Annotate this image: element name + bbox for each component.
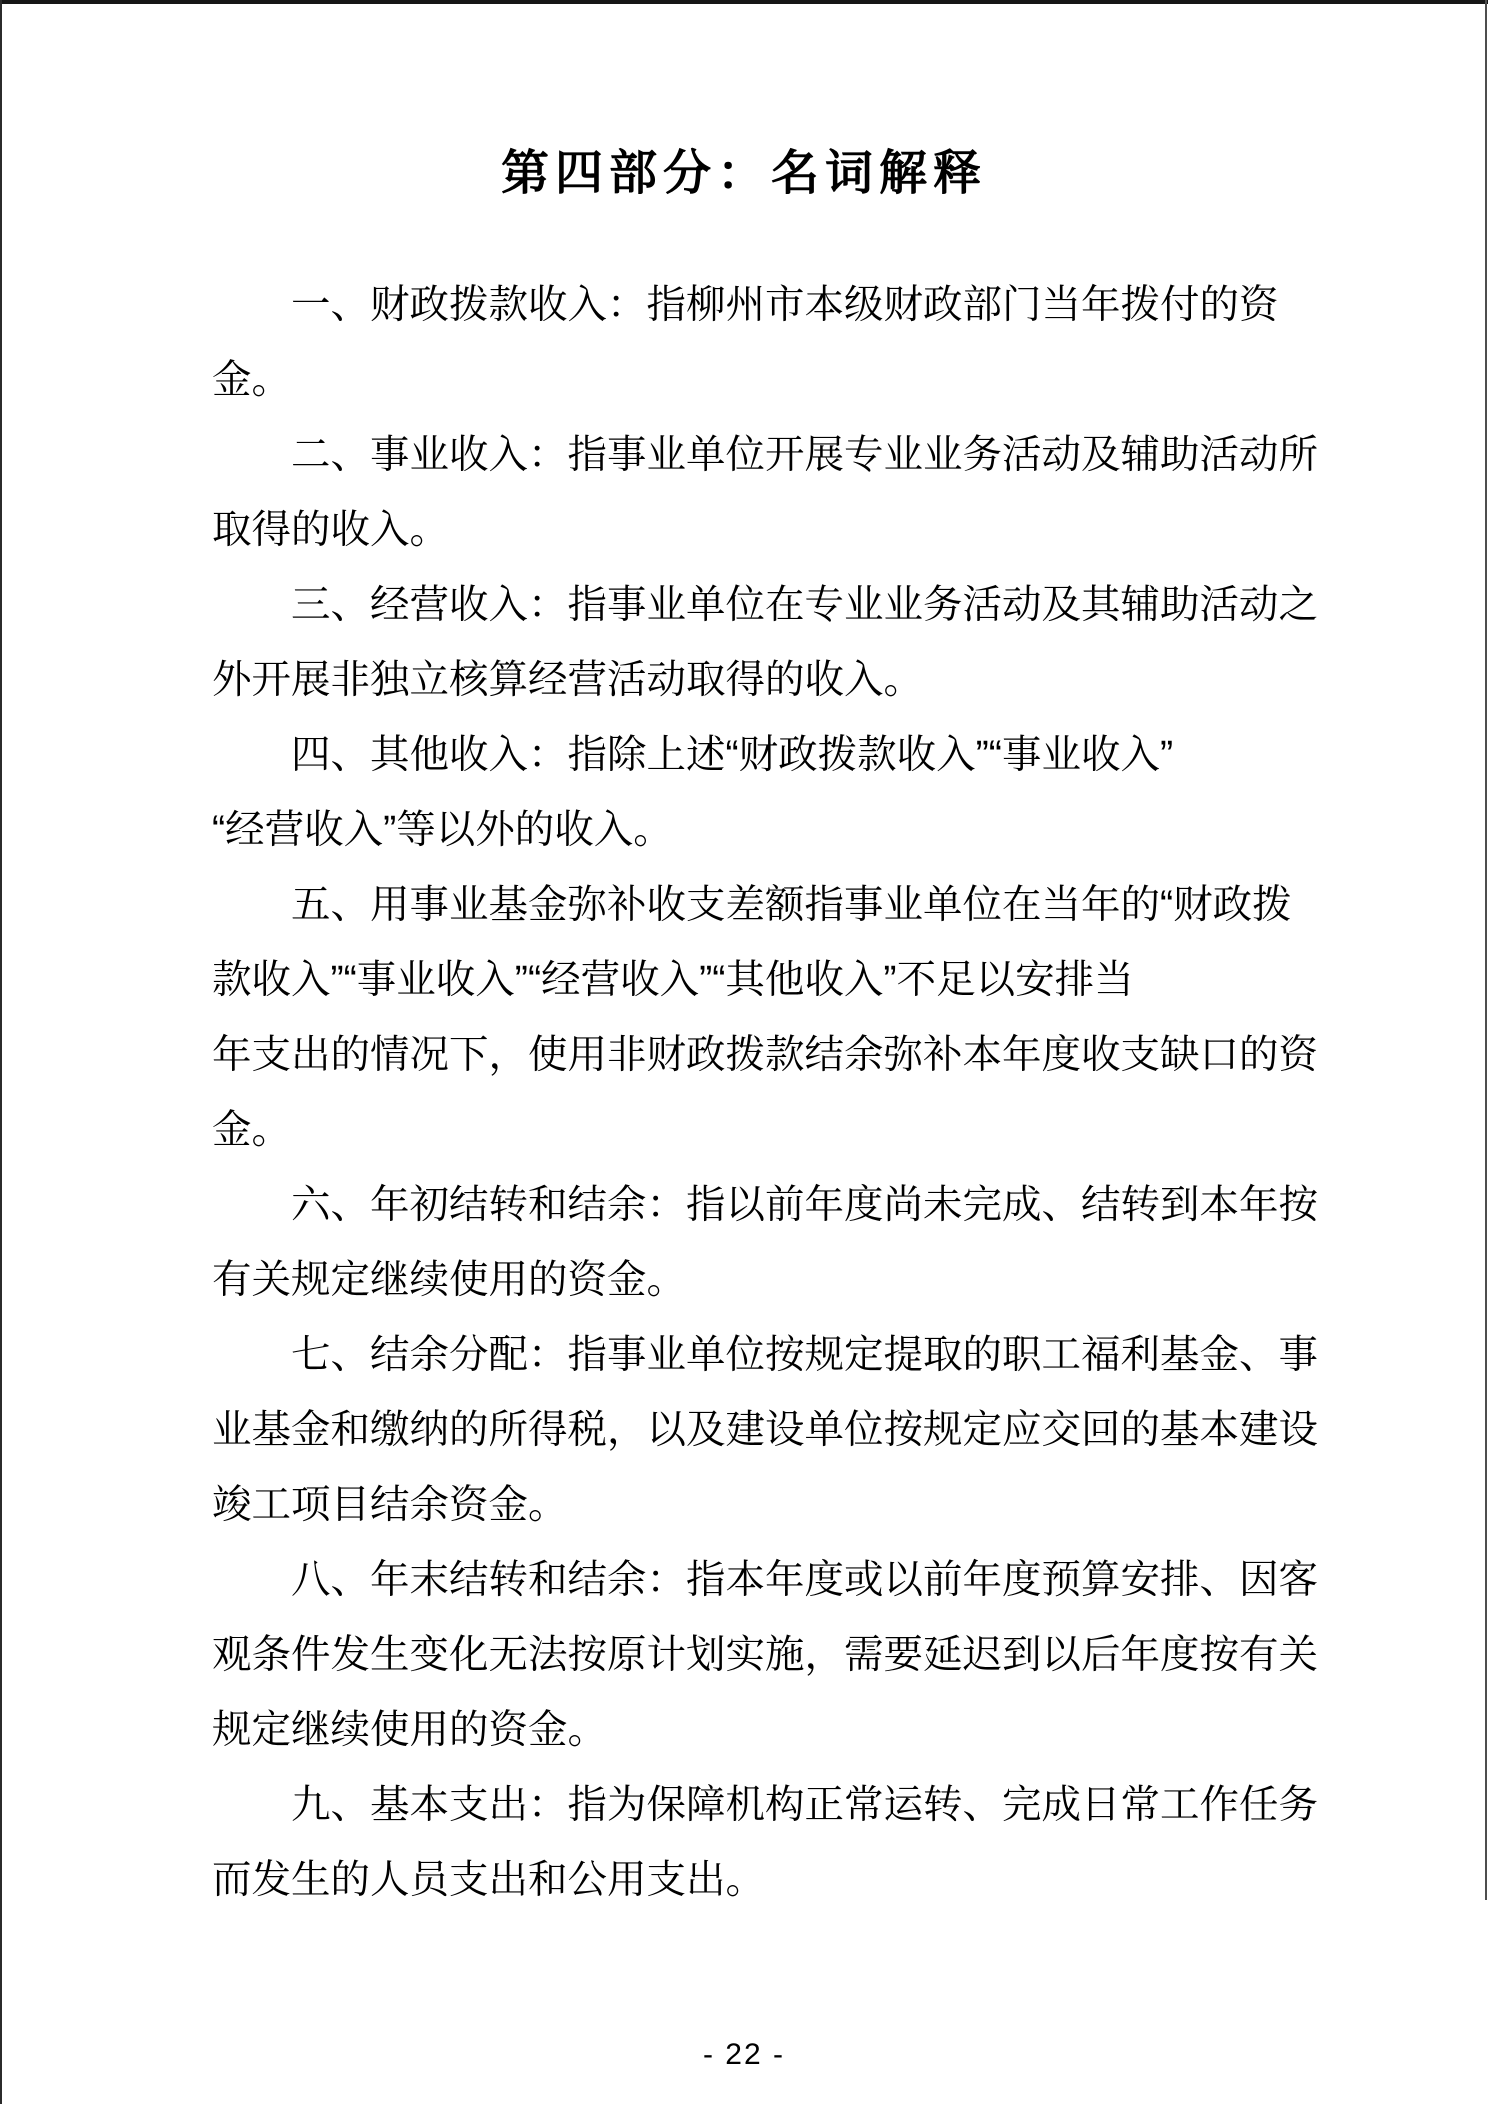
scan-border-top	[0, 0, 1488, 4]
body-line: 竣工项目结余资金。	[212, 1483, 568, 1527]
body-line: 规定继续使用的资金。	[212, 1708, 607, 1752]
body-line: 款收入”“事业收入”“经营收入”“其他收入”不足以安排当	[212, 958, 1134, 1002]
body-line: 而发生的人员支出和公用支出。	[212, 1858, 765, 1902]
body-line: 业基金和缴纳的所得税，以及建设单位按规定应交回的基本建设	[212, 1408, 1318, 1452]
body-line: 九、基本支出：指为保障机构正常运转、完成日常工作任务	[291, 1783, 1318, 1827]
page-title: 第四部分：名词解释	[500, 147, 987, 200]
body-line: 八、年末结转和结余：指本年度或以前年度预算安排、因客	[291, 1558, 1318, 1602]
body-line: 二、事业收入：指事业单位开展专业业务活动及辅助活动所	[291, 433, 1318, 477]
body-line: 七、结余分配：指事业单位按规定提取的职工福利基金、事	[291, 1333, 1318, 1377]
body-line: 五、用事业基金弥补收支差额指事业单位在当年的“财政拨	[291, 883, 1292, 927]
body-line: 取得的收入。	[212, 508, 449, 552]
body-line: 有关规定继续使用的资金。	[212, 1258, 686, 1302]
body-line: 一、财政拨款收入：指柳州市本级财政部门当年拨付的资	[291, 283, 1279, 327]
body-text	[212, 268, 1322, 1918]
body-line: 金。	[212, 1108, 291, 1152]
scan-border-left	[0, 0, 2, 2104]
body-line: 六、年初结转和结余：指以前年度尚未完成、结转到本年按	[291, 1183, 1318, 1227]
scan-border-right	[1485, 0, 1487, 1900]
body-line: 金。	[212, 358, 291, 402]
body-line: 观条件发生变化无法按原计划实施，需要延迟到以后年度按有关	[212, 1633, 1318, 1677]
body-line: 外开展非独立核算经营活动取得的收入。	[212, 658, 923, 702]
page-number: - 22 -	[702, 2038, 786, 2071]
body-line: 年支出的情况下，使用非财政拨款结余弥补本年度收支缺口的资	[212, 1033, 1318, 1077]
body-line: “经营收入”等以外的收入。	[212, 808, 673, 852]
body-line: 四、其他收入：指除上述“财政拨款收入”“事业收入”	[291, 733, 1174, 777]
body-line: 三、经营收入：指事业单位在专业业务活动及其辅助活动之	[291, 583, 1318, 627]
